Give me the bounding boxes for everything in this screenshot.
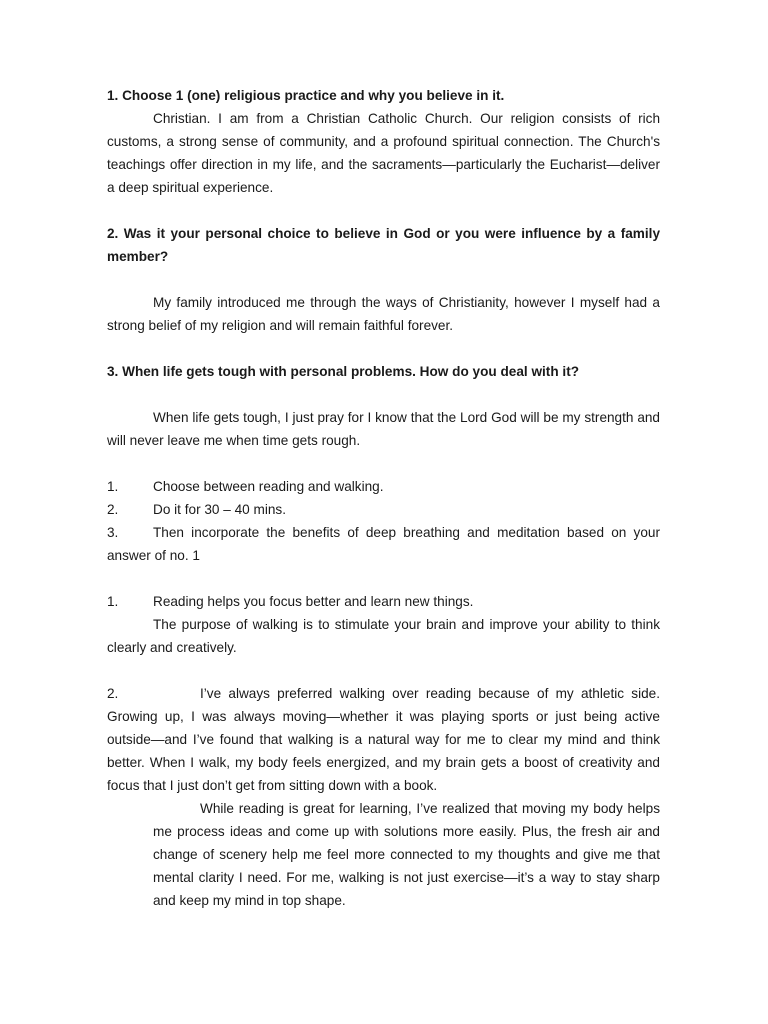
response-2-paragraph-1 [107, 682, 660, 797]
answer-3: When life gets tough, I just pray for I know that the Lord God will be my strength and will never leave me when time gets rough. [107, 410, 660, 448]
question-1: 1. Choose 1 (one) religious practice and why you believe in it. [107, 88, 505, 103]
instruction-item-2 [107, 498, 660, 521]
response-text: While reading is great for learning, I’ve realized that moving my body helps me process ideas and come up with solutions more easily. Plus, the fresh air and change of scenery help me feel more connected to my thoughts and give me that mental clarity I need. For me, walking is not just exercise—it’s a way to stay sharp and keep my mind in top shape. [153, 801, 660, 908]
answer-2: My family introduced me through the ways of Christianity, however I myself had a strong belief of my religion and will remain faithful forever. [107, 295, 660, 333]
spacer [107, 199, 660, 222]
spacer [107, 659, 660, 682]
instruction-text: Choose between reading and walking. [153, 479, 384, 494]
response-number: 1. [107, 594, 119, 609]
spacer [107, 452, 660, 475]
response-text: Reading helps you focus better and learn new things. [153, 594, 474, 609]
spacer [107, 268, 660, 291]
spacer [107, 383, 660, 406]
response-number: 2. [107, 686, 119, 701]
response-1-line-1 [107, 590, 660, 613]
response-2-paragraph-2 [153, 797, 660, 912]
instruction-number: 1. [107, 479, 119, 494]
question-3: 3. When life gets tough with personal problems. How do you deal with it? [107, 364, 580, 379]
response-1-line-2: The purpose of walking is to stimulate your brain and improve your ability to think clearly and creatively. [107, 617, 660, 655]
instruction-number: 2. [107, 502, 119, 517]
response-text: I’ve always preferred walking over reading because of my athletic side. Growing up, I was always moving—whether it was playing sports or just being active outside—and I’ve found that walking is a natural way for me to clear my mind and think better. When I walk, my body feels energized, and my brain gets a boost of creativity and focus that I just don’t get from sitting down with a book. [107, 686, 660, 793]
instruction-number: 3. [107, 525, 119, 540]
spacer [107, 567, 660, 590]
answer-1: Christian. I am from a Christian Catholic Church. Our religion consists of rich customs, a strong sense of community, and a profound spiritual connection. The Church's teachings offer direction in my life, and the sacraments—particularly the Eucharist—deliver a deep spiritual experience. [107, 111, 660, 195]
document-page [107, 84, 660, 912]
instruction-text: Do it for 30 – 40 mins. [153, 502, 286, 517]
instruction-item-1 [107, 475, 660, 498]
instruction-item-3 [107, 521, 660, 567]
spacer [107, 337, 660, 360]
question-2: 2. Was it your personal choice to believe in God or you were influence by a family member? [107, 226, 660, 264]
instruction-text: Then incorporate the benefits of deep breathing and meditation based on your answer of no. 1 [107, 525, 660, 563]
